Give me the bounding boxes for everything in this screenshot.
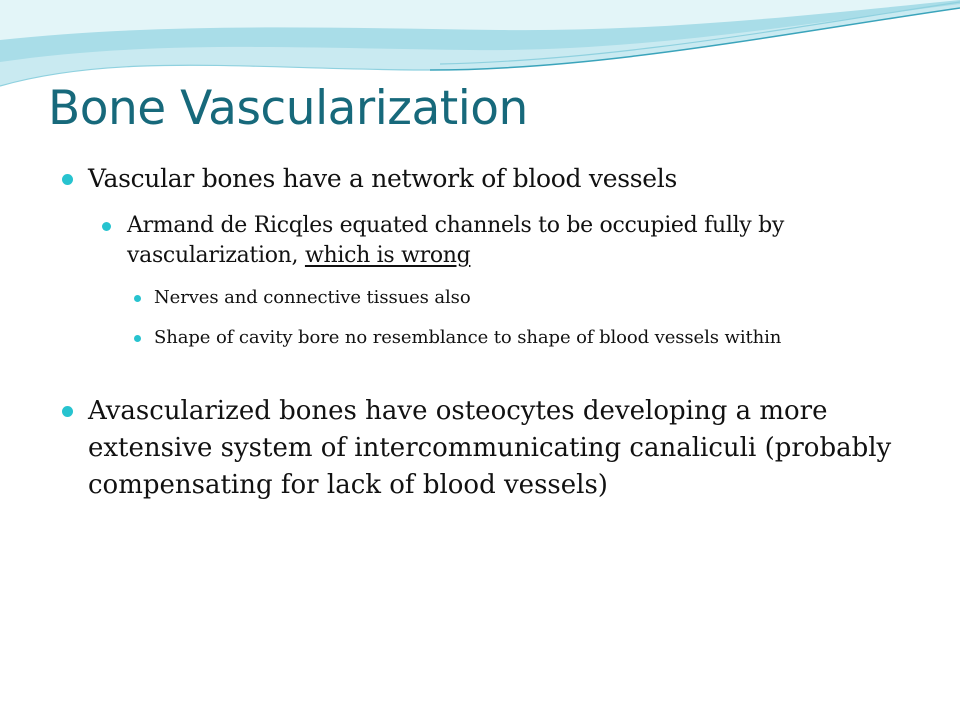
bullet-nerves: Nerves and connective tissues also xyxy=(134,285,892,311)
slide-title: Bone Vascularization xyxy=(48,81,528,136)
bullet-vascular-bones: Vascular bones have a network of blood vessels xyxy=(62,163,892,195)
bullet-armand-de-ricqles xyxy=(102,211,892,271)
bullet-avascularized-bones: Avascularized bones have osteocytes developing a more extensive system of intercommunicating canaliculi (probably compensating for lack of blood vessels) xyxy=(62,393,892,504)
bullet-cavity-shape: Shape of cavity bore no resemblance to shape of blood vessels within xyxy=(134,325,892,351)
bullet-text: Armand de Ricqles equated channels to be occupied fully by vascularization, xyxy=(127,213,785,268)
underlined-note: which is wrong xyxy=(304,243,471,268)
bullet-list xyxy=(62,158,892,504)
